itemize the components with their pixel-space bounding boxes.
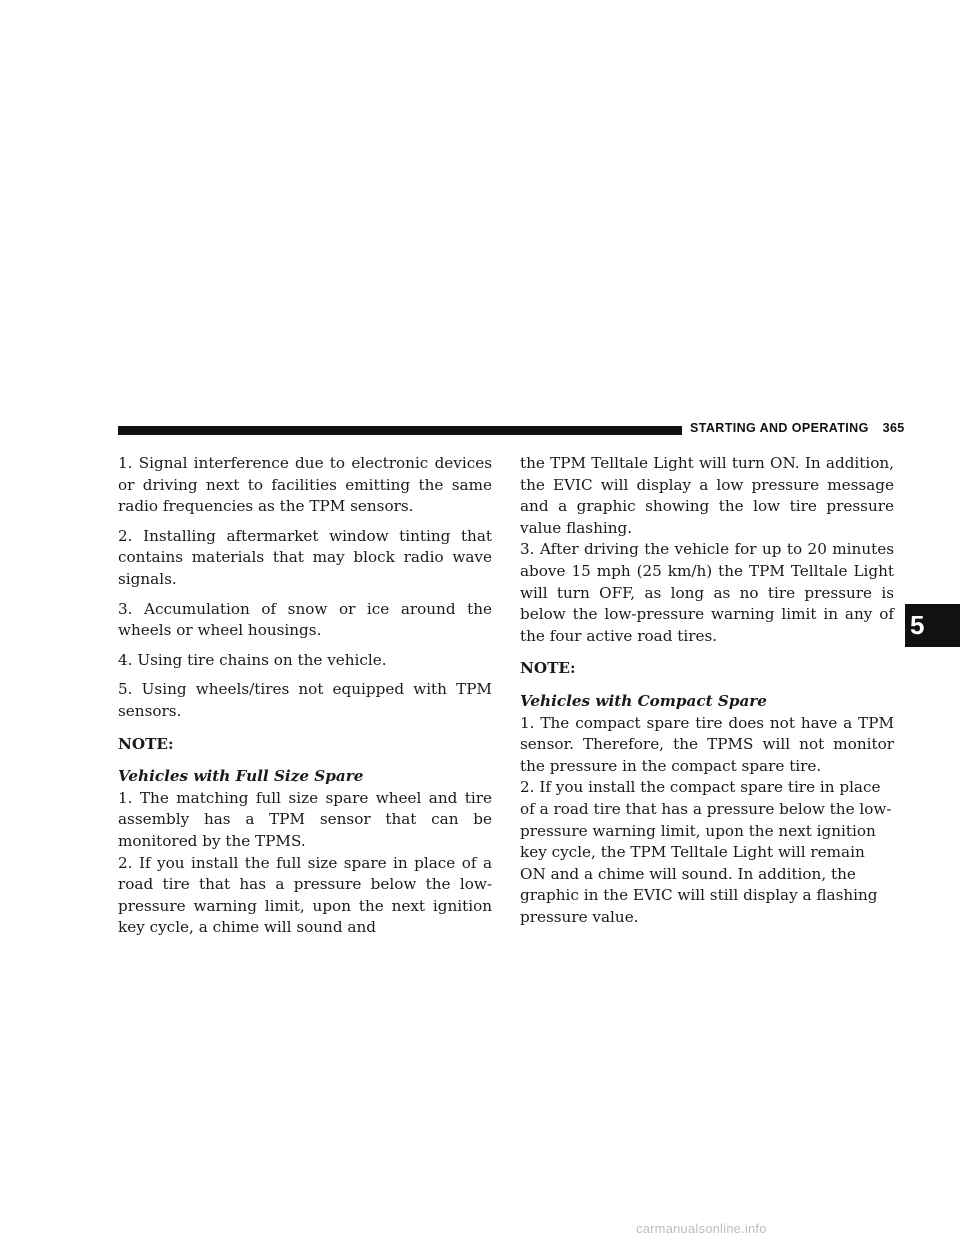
header-rule <box>118 426 682 435</box>
note-item: 1. The matching full size spare wheel and tire assembly has a TPM sensor that can be monitored by the TPMS. <box>118 788 492 850</box>
note-label: NOTE: <box>520 659 576 678</box>
list-item: 2. Installing aftermarket window tinting that contains materials that may block radio wave signals. <box>118 526 492 588</box>
note-item: 1. The compact spare tire does not have a TPM sensor. Therefore, the TPMS will not monitor the pressure in the compact spare tire. <box>520 713 894 775</box>
note-item: 2. If you install the full size spare in place of a road tire that has a pressure below the low-pressure warning limit, upon the next ignition key cycle, a chime will sound and <box>118 853 492 937</box>
left-column <box>118 453 492 939</box>
list-item: 3. After driving the vehicle for up to 20 minutes above 15 mph (25 km/h) the TPM Telltale Light will turn OFF, as long as no tire pressure is below the low-pressure warning limit in any of the four active road tires. <box>520 540 894 645</box>
right-column <box>520 453 894 928</box>
note-subheading: Vehicles with Compact Spare <box>520 691 767 710</box>
note-subheading: Vehicles with Full Size Spare <box>118 767 364 786</box>
chapter-tab: 5 <box>905 604 960 647</box>
note-item: 2. If you install the compact spare tire in place of a road tire that has a pressure below the low-pressure warning limit, upon the next ignition key cycle, the TPM Telltale Light will remain ON and a chime will sound. In addition, the graphic in the EVIC will still display a flashing pressure value. <box>520 778 892 926</box>
list-item: 1. Signal interference due to electronic devices or driving next to facilities emitting the same radio frequencies as the TPM sensors. <box>118 454 492 516</box>
note-label: NOTE: <box>118 734 174 753</box>
list-item: 4. Using tire chains on the vehicle. <box>118 650 387 669</box>
list-item: 5. Using wheels/tires not equipped with TPM sensors. <box>118 680 492 720</box>
watermark: carmanualsonline.info <box>636 1221 767 1236</box>
page-header <box>690 421 905 435</box>
continued-text: the TPM Telltale Light will turn ON. In addition, the EVIC will display a low pressure message and a graphic showing the low tire pressure value flashing. <box>520 454 894 537</box>
page-number: 365 <box>882 421 905 435</box>
list-item: 3. Accumulation of snow or ice around the wheels or wheel housings. <box>118 599 492 640</box>
section-title: STARTING AND OPERATING <box>690 421 869 435</box>
